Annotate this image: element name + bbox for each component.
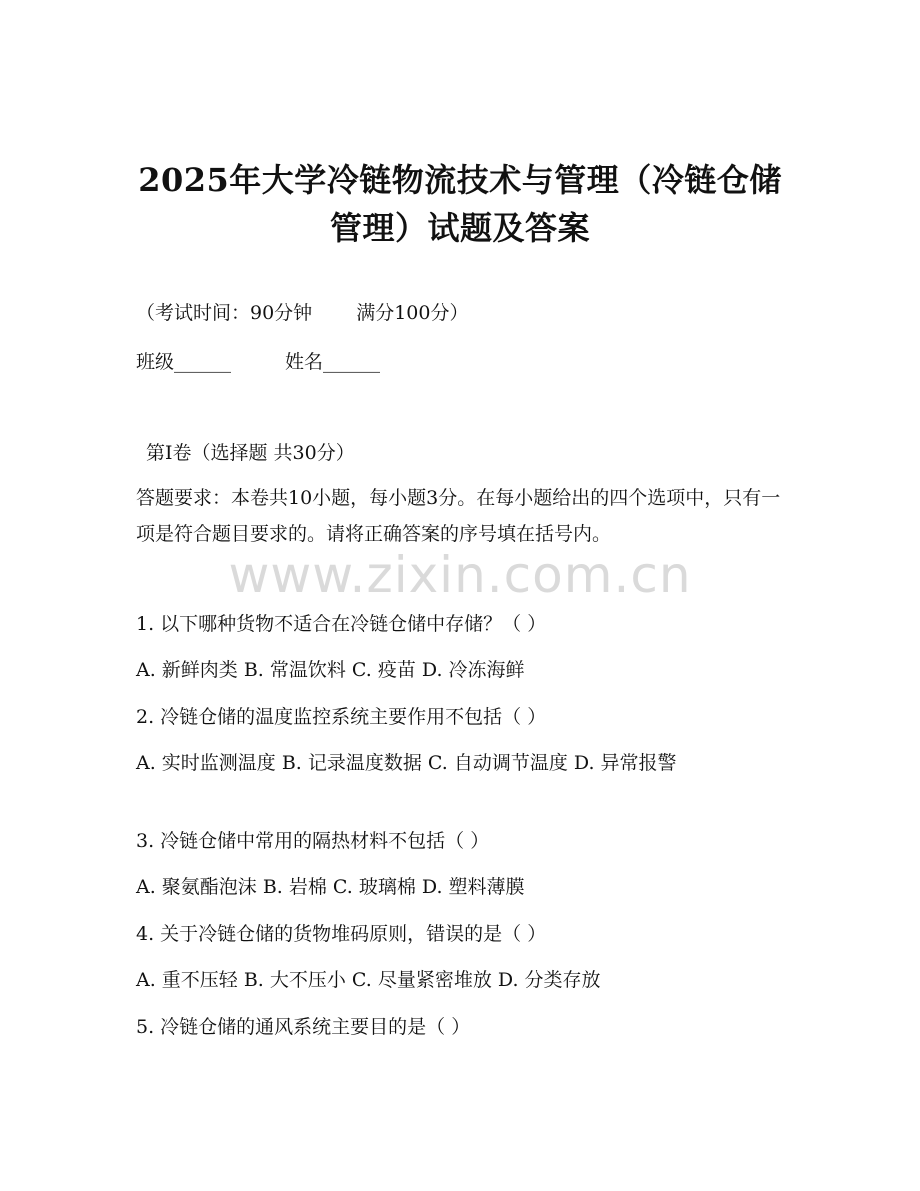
exam-info	[136, 299, 468, 327]
question-4-options: A. 重不压轻 B. 大不压小 C. 尽量紧密堆放 D. 分类存放	[136, 969, 601, 991]
question-4-stem: 4. 关于冷链仓储的货物堆码原则，错误的是（ ）	[136, 923, 547, 945]
question-3-options: A. 聚氨酯泡沫 B. 岩棉 C. 玻璃棉 D. 塑料薄膜	[136, 876, 525, 898]
name-field: 姓名______	[285, 351, 381, 373]
class-field: 班级______	[136, 351, 232, 373]
full-score: 满分100分）	[356, 302, 469, 324]
student-info	[136, 348, 380, 376]
doc-title-line-2: 管理）试题及答案	[329, 209, 590, 247]
watermark: www.zixin.com.cn	[228, 546, 692, 604]
question-3-stem: 3. 冷链仓储中常用的隔热材料不包括（ ）	[136, 830, 490, 852]
question-2-options: A. 实时监测温度 B. 记录温度数据 C. 自动调节温度 D. 异常报警	[136, 752, 677, 774]
exam-time: （考试时间：90分钟	[136, 302, 313, 324]
doc-title-line-1: 2025年大学冷链物流技术与管理（冷链仓储	[138, 161, 782, 199]
section-title: 第Ⅰ卷（选择题 共30分）	[146, 442, 355, 464]
question-1-options: A. 新鲜肉类 B. 常温饮料 C. 疫苗 D. 冷冻海鲜	[136, 659, 525, 681]
instructions: 答题要求：本卷共10小题，每小题3分。在每小题给出的四个选项中，只有一项是符合题目要求的。请将正确答案的序号填在括号内。	[136, 487, 781, 545]
question-2-stem: 2. 冷链仓储的温度监控系统主要作用不包括（ ）	[136, 706, 547, 728]
question-5-stem: 5. 冷链仓储的通风系统主要目的是（ ）	[136, 1016, 471, 1038]
question-1-stem: 1. 以下哪种货物不适合在冷链仓储中存储？（ ）	[136, 613, 547, 635]
